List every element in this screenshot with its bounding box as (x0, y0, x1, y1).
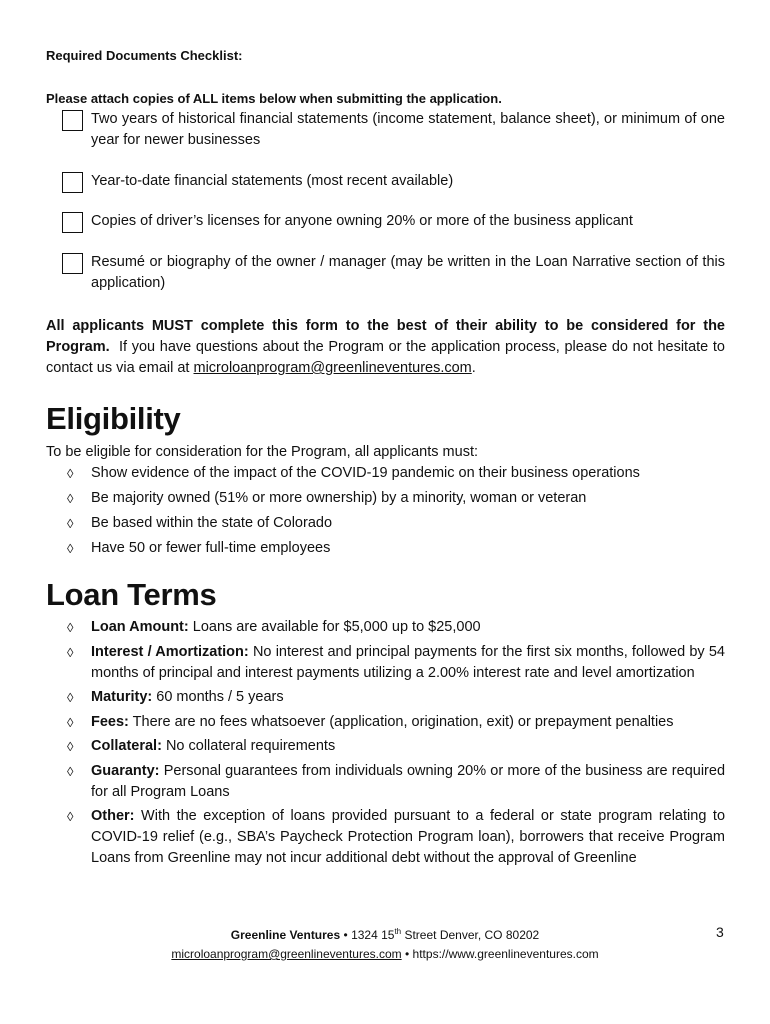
list-item (46, 463, 725, 488)
diamond-bullet-icon: ◊ (67, 690, 74, 705)
diamond-bullet-icon: ◊ (67, 763, 74, 779)
footer-address-suffix: th (394, 927, 402, 936)
footer-separator: • (343, 928, 348, 942)
footer-separator: • (405, 947, 410, 961)
checklist-item-text: Year-to-date financial statements (most recent available) (91, 173, 454, 189)
eligibility-item-text: Be majority owned (51% or more ownership) by a minority, woman or veteran (91, 490, 587, 506)
list-item (46, 538, 725, 563)
footer-org: Greenline Ventures (230, 928, 341, 942)
notice-text: If you have questions about the Program or the application process, please do not hesitate to contact us via email at (46, 339, 725, 376)
term-text: With the exception of loans provided pursuant to a federal or state program relating to COVID-19 relief (e.g., SBA’s Paycheck Protection Program loan), borrowers that receive Program Loans from Greenline may not incur additional debt without the approval of Greenline (91, 808, 726, 866)
notice-paragraph (46, 316, 725, 379)
checklist-item-text: Copies of driver’s licenses for anyone owning 20% or more of the business applicant (91, 213, 633, 229)
term-text: Loans are available for $5,000 up to $25,000 (192, 619, 481, 635)
list-item (46, 642, 725, 684)
diamond-bullet-icon: ◊ (67, 739, 74, 754)
diamond-bullet-icon: ◊ (67, 491, 74, 506)
checkbox[interactable] (62, 253, 83, 274)
checkbox[interactable] (62, 110, 83, 131)
term-label: Maturity: (91, 689, 153, 705)
diamond-bullet-icon: ◊ (67, 466, 74, 481)
term-text: Personal guarantees from individuals owning 20% or more of the business are required for all Program Loans (91, 762, 726, 800)
diamond-bullet-icon: ◊ (67, 644, 74, 660)
eligibility-item-text: Be based within the state of Colorado (91, 515, 333, 531)
eligibility-list (46, 463, 725, 563)
eligibility-item-text: Show evidence of the impact of the COVID-19 pandemic on their business operations (91, 465, 640, 481)
loan-terms-list (46, 617, 725, 873)
term-text: No collateral requirements (165, 738, 336, 754)
page-footer (0, 922, 770, 964)
footer-address: Street Denver, CO 80202 (404, 928, 540, 942)
page-number: 3 (716, 924, 724, 940)
term-text: 60 months / 5 years (156, 689, 284, 705)
term-label: Fees: (91, 713, 129, 730)
list-item (46, 488, 725, 513)
eligibility-item-text: Have 50 or fewer full-time employees (91, 540, 331, 556)
term-label: Loan Amount: (91, 619, 189, 635)
term-label: Other: (91, 808, 135, 824)
list-item (46, 712, 725, 733)
footer-website-link[interactable]: https://www.greenlineventures.com (412, 947, 599, 961)
term-label: Collateral: (91, 738, 162, 754)
eligibility-heading: Eligibility (46, 401, 181, 436)
footer-email-link[interactable]: microloanprogram@greenlineventures.com (171, 947, 402, 961)
checklist-title: Required Documents Checklist: (46, 48, 243, 63)
term-text: No interest and principal payments for the first six months, followed by 54 months of principal and interest payments utilizing a 2.00% interest rate and level amortization (91, 643, 725, 681)
list-item (46, 806, 725, 869)
checkbox[interactable] (62, 212, 83, 233)
list-item (46, 736, 725, 757)
checklist-item-text: Two years of historical financial statements (income statement, balance sheet), or minimum of one year for newer businesses (91, 111, 725, 148)
checkbox[interactable] (62, 172, 83, 193)
diamond-bullet-icon: ◊ (67, 809, 74, 824)
email-link[interactable]: microloanprogram@greenlineventures.com (193, 360, 472, 376)
notice-end: . (471, 360, 476, 376)
term-label: Guaranty: (91, 762, 160, 779)
list-item (46, 687, 725, 708)
footer-address-number: 1324 15 (351, 928, 395, 942)
diamond-bullet-icon: ◊ (67, 714, 74, 730)
eligibility-intro: To be eligible for consideration for the Program, all applicants must: (46, 444, 478, 460)
diamond-bullet-icon: ◊ (67, 516, 74, 531)
checklist-item-text: Resumé or biography of the owner / manager (may be written in the Loan Narrative section of this application) (91, 254, 725, 291)
list-item (46, 617, 725, 638)
loan-terms-heading: Loan Terms (46, 577, 217, 612)
footer-line-1 (0, 922, 770, 945)
list-item (46, 761, 725, 803)
term-text: There are no fees whatsoever (application, origination, exit) or prepayment penalties (132, 713, 674, 730)
term-label: Interest / Amortization: (91, 643, 249, 660)
diamond-bullet-icon: ◊ (67, 620, 74, 635)
diamond-bullet-icon: ◊ (67, 541, 74, 556)
notice-bold: All applicants MUST complete this form to the best of their ability to be considered for the Program. (46, 318, 725, 355)
attach-instruction: Please attach copies of ALL items below when submitting the application. (46, 91, 502, 106)
list-item (46, 513, 725, 538)
footer-line-2 (0, 945, 770, 964)
